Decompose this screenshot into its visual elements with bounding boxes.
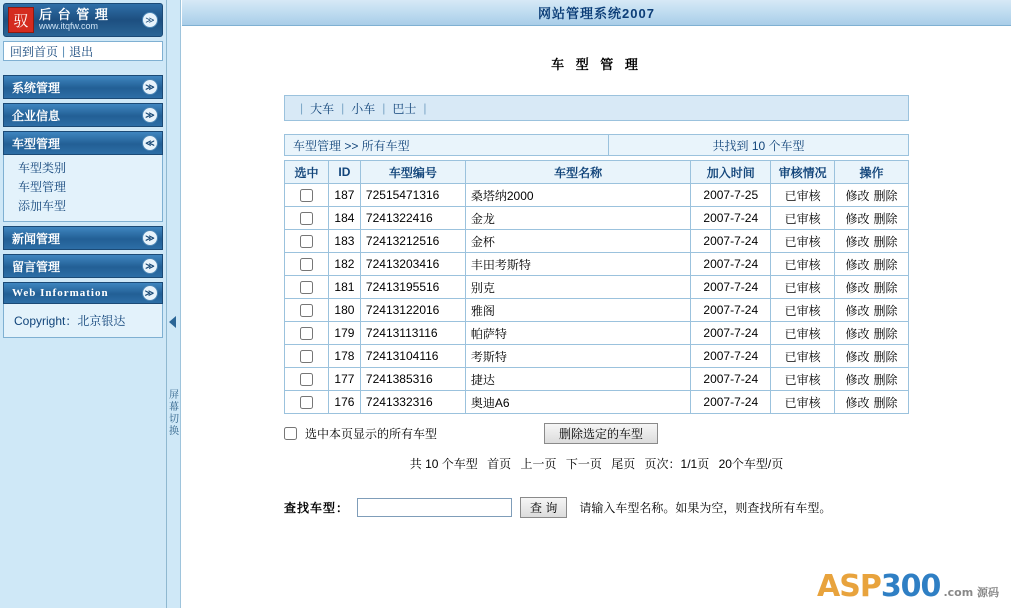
table-row [285,276,909,299]
sidebar-item-vehicle-add[interactable]: 添加车型 [18,199,67,213]
row-code: 7241385316 [360,368,465,391]
row-ops [835,322,909,345]
delete-selected-button[interactable]: 删除选定的车型 [544,423,658,444]
row-date: 2007-7-24 [691,345,771,368]
pager-perpage: 20个车型/页 [718,457,784,471]
row-select-cell [285,322,329,345]
row-name: 别克 [465,276,690,299]
row-edit-link[interactable]: 修改 [845,211,870,226]
row-status: 已审核 [771,253,835,276]
col-name: 车型名称 [465,161,690,184]
pager-last[interactable]: 尾页 [611,457,636,471]
row-status: 已审核 [771,184,835,207]
row-date: 2007-7-24 [691,207,771,230]
row-id: 184 [328,207,360,230]
row-code: 72413203416 [360,253,465,276]
row-select-cell [285,253,329,276]
row-edit-link[interactable]: 修改 [845,234,870,249]
select-all-label: 选中本页显示的所有车型 [305,427,438,441]
row-checkbox[interactable] [300,212,313,225]
row-code: 72413122016 [360,299,465,322]
row-ops [835,299,909,322]
tab-separator: | [341,101,345,115]
row-date: 2007-7-24 [691,276,771,299]
sidebar-logo [3,3,163,37]
sidebar-item-label: 企业信息 [12,108,61,123]
row-checkbox[interactable] [300,350,313,363]
logout-link[interactable]: 退出 [69,44,94,59]
col-id: ID [328,161,360,184]
row-edit-link[interactable]: 修改 [845,326,870,341]
row-code: 72413104116 [360,345,465,368]
watermark-num: 300 [880,569,941,604]
tab-bar [284,95,909,121]
row-date: 2007-7-24 [691,368,771,391]
select-all-checkbox[interactable] [284,427,297,440]
pager-next[interactable]: 下一页 [565,457,602,471]
row-select-cell [285,184,329,207]
tab-bus[interactable]: 巴士 [392,101,417,116]
pager-total: 共 10 个车型 [409,457,478,471]
row-edit-link[interactable]: 修改 [845,257,870,272]
row-status: 已审核 [771,322,835,345]
row-delete-link[interactable]: 删除 [873,349,898,364]
row-status: 已审核 [771,207,835,230]
row-delete-link[interactable]: 删除 [873,188,898,203]
sidebar-collapse-handle[interactable] [167,0,181,612]
row-name: 雅阁 [465,299,690,322]
sidebar-item-vehicle[interactable] [3,131,163,155]
row-delete-link[interactable]: 删除 [873,211,898,226]
row-name: 考斯特 [465,345,690,368]
row-ops [835,253,909,276]
row-checkbox[interactable] [300,281,313,294]
row-edit-link[interactable]: 修改 [845,349,870,364]
row-date: 2007-7-24 [691,299,771,322]
row-id: 180 [328,299,360,322]
row-name: 帕萨特 [465,322,690,345]
row-select-cell [285,345,329,368]
row-edit-link[interactable]: 修改 [845,303,870,318]
table-row [285,299,909,322]
row-code: 72515471316 [360,184,465,207]
row-date: 2007-7-24 [691,253,771,276]
search-button[interactable]: 查 询 [520,497,567,518]
row-code: 72413195516 [360,276,465,299]
watermark [817,569,999,604]
chevron-down-icon[interactable]: ≫ [142,79,158,95]
row-code: 72413113116 [360,322,465,345]
row-status: 已审核 [771,230,835,253]
row-id: 183 [328,230,360,253]
webinfo-title: Web Information [12,287,109,299]
search-hint: 请输入车型名称。如果为空，则查找所有车型。 [579,501,832,515]
webinfo-body [3,304,163,338]
table-header-row [285,161,909,184]
row-ops [835,391,909,414]
sidebar [0,0,167,612]
row-checkbox[interactable] [300,189,313,202]
row-ops [835,345,909,368]
table-row [285,322,909,345]
row-select-cell [285,207,329,230]
pagination [284,455,909,472]
table-row [285,207,909,230]
row-id: 181 [328,276,360,299]
row-id: 176 [328,391,360,414]
row-name: 金龙 [465,207,690,230]
row-edit-link[interactable]: 修改 [845,188,870,203]
row-checkbox[interactable] [300,373,313,386]
collapse-label: 屏幕切换 [169,390,179,437]
tab-big-vehicle[interactable]: 大车 [310,101,335,116]
row-checkbox[interactable] [300,396,313,409]
table-row [285,184,909,207]
app-title: 网站管理系统2007 [538,6,655,21]
chevron-down-icon[interactable]: ≫ [142,230,158,246]
row-date: 2007-7-24 [691,322,771,345]
select-all-group [284,425,544,442]
row-select-cell [285,391,329,414]
row-edit-link[interactable]: 修改 [845,395,870,410]
sidebar-item-message[interactable] [3,254,163,278]
row-id: 182 [328,253,360,276]
row-edit-link[interactable]: 修改 [845,372,870,387]
sidebar-linkbar [3,41,163,61]
logo-text [39,8,109,32]
row-code: 7241332316 [360,391,465,414]
row-ops [835,276,909,299]
table-row [285,345,909,368]
chevron-up-icon[interactable]: ≪ [142,135,158,151]
bulk-actions-row [284,423,909,444]
chevron-down-icon[interactable]: ≫ [142,12,158,28]
table-body [285,184,909,414]
logo-subtitle: www.itqfw.com [39,21,99,32]
row-name: 捷达 [465,368,690,391]
page-title: 车 型 管 理 [551,57,642,72]
row-id: 179 [328,322,360,345]
row-id: 178 [328,345,360,368]
logo-title: 后 台 管 理 [39,6,109,22]
search-label: 查找车型： [284,501,350,515]
row-delete-link[interactable]: 删除 [873,326,898,341]
col-select: 选中 [285,161,329,184]
breadcrumb: 车型管理 >> 所有车型 [293,138,410,153]
content-panel [284,95,909,518]
row-status: 已审核 [771,391,835,414]
row-select-cell [285,230,329,253]
row-id: 187 [328,184,360,207]
row-name: 金杯 [465,230,690,253]
row-delete-link[interactable]: 删除 [873,234,898,249]
row-ops [835,368,909,391]
row-ops [835,207,909,230]
col-date: 加入时间 [691,161,771,184]
tab-car[interactable]: 小车 [351,101,376,116]
sidebar-item-label: 留言管理 [12,259,61,274]
chevron-left-icon[interactable] [169,316,176,328]
result-count: 共找到 10 个车型 [608,135,908,155]
row-checkbox[interactable] [300,304,313,317]
row-date: 2007-7-24 [691,391,771,414]
row-delete-link[interactable]: 删除 [873,395,898,410]
row-code: 72413212516 [360,230,465,253]
row-checkbox[interactable] [300,235,313,248]
row-ops [835,230,909,253]
watermark-cn: .com 源码 [943,586,999,599]
search-input[interactable] [357,498,512,517]
row-delete-link[interactable]: 删除 [873,257,898,272]
app-header [182,0,1011,26]
row-select-cell [285,299,329,322]
vehicle-table [284,160,909,414]
row-id: 177 [328,368,360,391]
sidebar-item-label: 新闻管理 [12,231,61,246]
col-status: 审核情况 [771,161,835,184]
row-code: 7241322416 [360,207,465,230]
table-row [285,391,909,414]
table-row [285,368,909,391]
pager-prev[interactable]: 上一页 [520,457,557,471]
col-code: 车型编号 [360,161,465,184]
row-checkbox[interactable] [300,327,313,340]
row-checkbox[interactable] [300,258,313,271]
breadcrumb-bar [284,134,909,156]
table-row [285,230,909,253]
sidebar-submenu-vehicle [3,155,163,222]
search-row [284,497,909,518]
chevron-down-icon[interactable]: ≫ [142,285,158,301]
watermark-asp: ASP [817,569,881,604]
col-ops: 操作 [835,161,909,184]
webinfo-header[interactable] [3,282,163,304]
tab-separator: | [423,101,427,115]
sidebar-item-vehicle-category[interactable]: 车型类别 [18,161,67,175]
tab-separator: | [382,101,386,115]
pager-pageinfo: 页次：1/1页 [644,457,710,471]
sidebar-item-company[interactable] [3,103,163,127]
row-status: 已审核 [771,299,835,322]
sidebar-item-system[interactable] [3,75,163,99]
tab-separator: | [300,101,304,115]
row-name: 丰田考斯特 [465,253,690,276]
row-name: 奥迪A6 [465,391,690,414]
copyright-text: Copyright：北京银达 [14,314,126,328]
row-delete-link[interactable]: 删除 [873,280,898,295]
home-link[interactable]: 回到首页 [10,44,59,59]
row-status: 已审核 [771,345,835,368]
row-select-cell [285,368,329,391]
pager-first[interactable]: 首页 [487,457,512,471]
row-delete-link[interactable]: 删除 [873,303,898,318]
table-row [285,253,909,276]
main-area [182,0,1011,612]
row-edit-link[interactable]: 修改 [845,280,870,295]
logo-icon: 驭 [8,7,34,33]
row-name: 桑塔纳2000 [465,184,690,207]
row-date: 2007-7-25 [691,184,771,207]
chevron-down-icon[interactable]: ≫ [142,258,158,274]
row-ops [835,184,909,207]
row-delete-link[interactable]: 删除 [873,372,898,387]
sidebar-item-news[interactable] [3,226,163,250]
sidebar-menu [0,75,166,338]
chevron-down-icon[interactable]: ≫ [142,107,158,123]
sidebar-item-label: 系统管理 [12,80,61,95]
link-separator: | [62,44,66,58]
row-date: 2007-7-24 [691,230,771,253]
row-status: 已审核 [771,276,835,299]
bottom-strip [0,608,1011,612]
sidebar-item-vehicle-manage[interactable]: 车型管理 [18,180,67,194]
row-status: 已审核 [771,368,835,391]
row-select-cell [285,276,329,299]
sidebar-item-label: 车型管理 [12,136,61,151]
